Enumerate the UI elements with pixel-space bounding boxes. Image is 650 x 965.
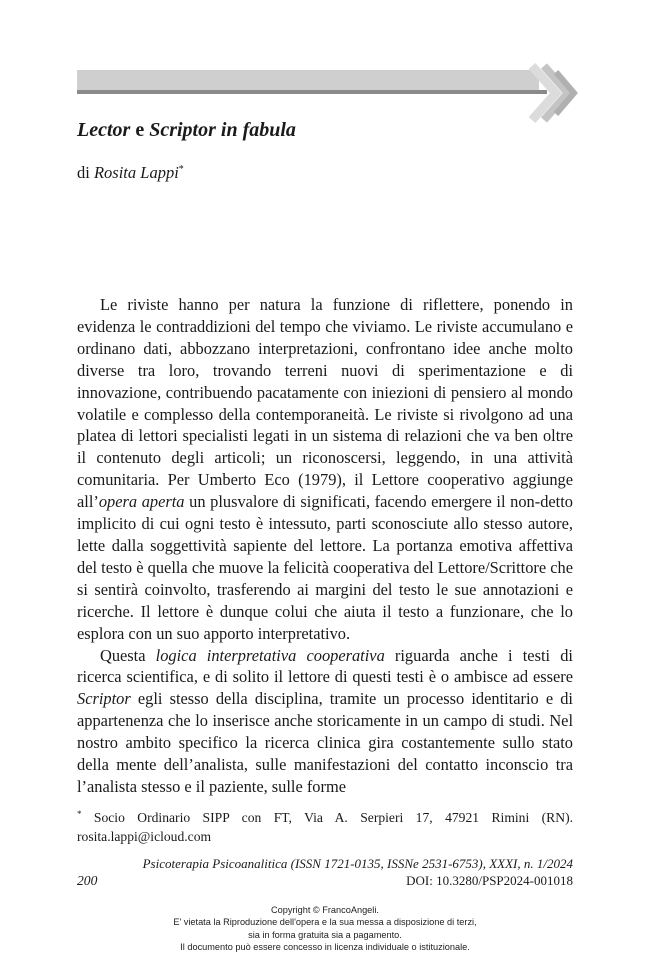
paragraph-2-emphasis-1: logica interpretativa cooperativa bbox=[155, 645, 385, 665]
paragraph-2-start: Questa bbox=[100, 645, 156, 665]
copyright-line-4: Il documento può essere concesso in licenza individuale o istituzionale. bbox=[180, 941, 470, 952]
footnote bbox=[77, 808, 573, 846]
paragraph-1 bbox=[77, 294, 573, 645]
journal-citation: Psicoterapia Psicoanalitica (ISSN 1721-0135, ISSNe 2531-6753), XXXI, n. 1/2024 bbox=[142, 856, 573, 871]
paragraph-1-text: Le riviste hanno per natura la funzione di riflettere, ponendo in evidenza le contraddizioni del tempo che viviamo. Le riviste accumulano e ordinano dati, abbozzano interpretazioni, confrontano idee anche molto diverse tra loro, trovando terreni nuovi di sperimentazione e di innovazione, contribuendo pacatamente con iniezioni di pensiero al mondo volatile e complesso della contemporaneità. Le riviste si rivolgono ad una platea di lettori specialisti legati in un sistema di relazioni che va ben oltre il contenuto degli articoli; un riconoscersi, leggendo, in una attività comunitaria. Per Umberto Eco (1979), il Lettore cooperativo aggiunge all’ bbox=[77, 295, 573, 512]
paragraph-2-emphasis-2: Scriptor bbox=[77, 689, 131, 709]
paragraph-2-mid: riguarda anche i testi di ricerca scientifica, e di solito il lettore di questi testi è o ambisce ad essere bbox=[77, 645, 573, 687]
author-line bbox=[77, 163, 184, 183]
header-band bbox=[77, 70, 539, 90]
paragraph-2 bbox=[77, 645, 573, 798]
copyright-line-2: E' vietata la Riproduzione dell'opera e la sua messa a disposizione di terzi, bbox=[173, 917, 477, 928]
title-lector: Lector bbox=[77, 119, 131, 141]
copyright-notice bbox=[0, 904, 650, 953]
copyright-line-3: sia in forma gratuita sia a pagamento. bbox=[248, 929, 402, 940]
page-number: 200 bbox=[77, 873, 98, 888]
copyright-line-1: Copyright © FrancoAngeli. bbox=[271, 905, 379, 915]
author-name: Rosita Lappi bbox=[93, 163, 179, 182]
paragraph-1-emphasis: opera aperta bbox=[98, 492, 185, 512]
title-conjunction: e bbox=[130, 119, 150, 141]
article-body bbox=[77, 294, 573, 798]
footnote-text: Socio Ordinario SIPP con FT, Via A. Serpieri 17, 47921 Rimini (RN). rosita.lappi@icloud.com bbox=[77, 810, 573, 844]
footnote-mark: * bbox=[77, 809, 82, 819]
title-in-fabula: in fabula bbox=[215, 119, 296, 141]
chevron-arrows-icon bbox=[526, 62, 578, 124]
article-title bbox=[77, 119, 296, 142]
doi-link: DOI: 10.3280/PSP2024-001018 bbox=[406, 873, 573, 888]
title-scriptor: Scriptor bbox=[149, 119, 216, 141]
paragraph-1-end: un plusvalore di significati, facendo emergere il non-detto implicito di cui ogni testo è intessuto, parti sconosciute allo stesso autore, lette dalla soggettività sapiente del lettore. La portanza emotiva affettiva del testo è quella che muove la felicità cooperativa del Lettore/Scrittore che si sentirà coinvolto, trasferendo ai margini del testo le sue annotazioni e ricerche. Il lettore è dunque colui che aiuta il testo a funzionare, che lo esplora con un suo apporto interpretativo. bbox=[77, 492, 573, 643]
paragraph-2-end: egli stesso della disciplina, tramite un processo identitario e di appartenenza che lo inserisce anche storicamente in un campo di studi. Nel nostro ambito specifico la ricerca clinica gira costantemente sullo stato della mente dell’analista, sulle manifestazioni del contatto inconscio tra l’analista stesso e il paziente, sulle forme bbox=[77, 689, 573, 796]
author-prefix: di bbox=[77, 163, 94, 182]
author-footnote-mark: * bbox=[178, 164, 184, 175]
header-rule bbox=[77, 90, 547, 94]
